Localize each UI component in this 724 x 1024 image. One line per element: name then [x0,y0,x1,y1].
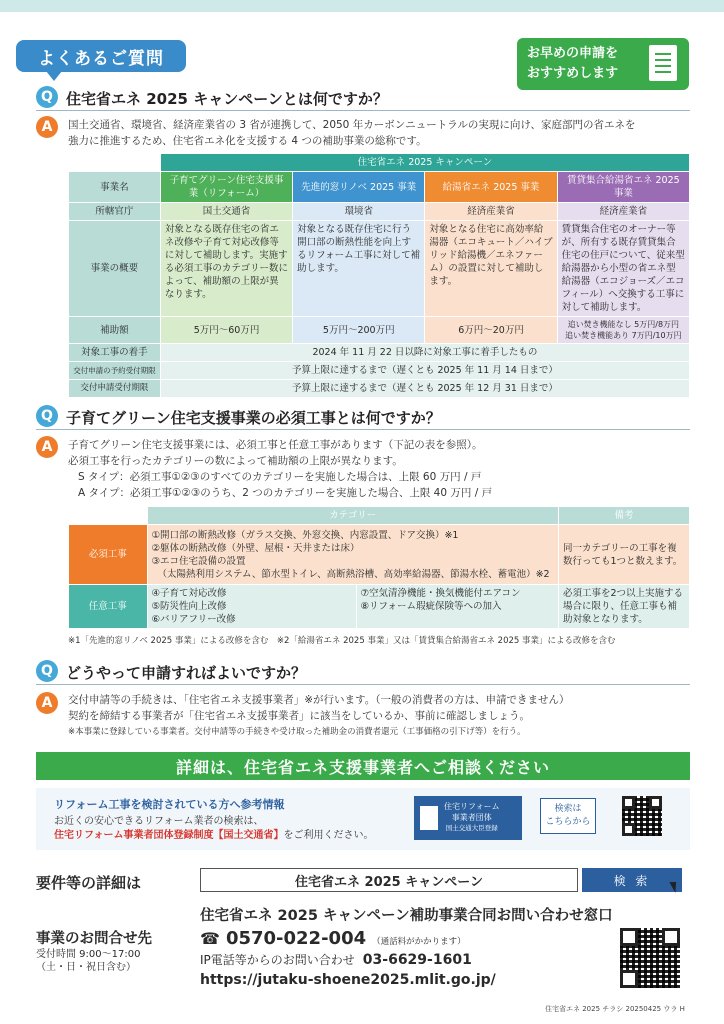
s-type: S タイプ：必須工事①②③のすべてのカテゴリーを実施した場合は、上限 60 万円 / 戸 [78,471,482,483]
q3-answer-line2: 契約を締結する事業者が「住宅省エネ支援事業者」に該当をしているか、事前に確認しましょう。 [68,710,530,722]
details-label: 要件等の詳細は [36,874,142,892]
top-bar [0,0,724,12]
optional-item: ⑥バリアフリー改修 [151,614,236,625]
required-item: ①開口部の断熱改修（ガラス交換、外窓交換、内窓設置、ドア交換）※1 [151,529,459,541]
reform-title: リフォーム工事を検討されている方へ参考情報 [54,798,285,811]
apply-early-badge [517,38,689,90]
row-label: 対象工事の着手 [69,344,161,362]
q1-answer-line1: 国土交通省、環境省、経済産業省の 3 省が連携して、2050 年カーボンニュートラルの実現に向け、家庭部門の省エネを [68,119,636,131]
search-here-line1: 検索は [554,804,582,814]
inquiry-label: 事業のお問合せ先 [36,931,152,947]
hours-line1: 受付時間 9:00〜17:00 [36,949,141,960]
program-name: 給湯省エネ 2025 事業 [425,172,557,203]
optional-item: ⑤防災性向上改修 [151,601,227,612]
search-here-line2: こちらから [545,817,591,827]
flyer-code: 住宅省エネ 2025 チラシ 20250425 ウラ H [545,1005,685,1013]
ip-phone[interactable]: 03-6629-1601 [362,952,472,968]
category-header: カテゴリー [147,507,559,525]
contact-title: 住宅省エネ 2025 キャンペーン補助事業合同お問い合わせ窓口 [200,908,613,924]
required-item: （太陽熱利用システム、節水型トイレ、高断熱浴槽、高効率給湯器、節湯水栓、蓄電池）※2 [157,568,550,580]
amount-line2: 追い焚き機能あり 7万円/10万円 [565,331,682,340]
apply-line1: お早めの申請を [527,46,619,61]
optional-item: ⑦空気清浄機能・換気機能付エアコン [360,588,521,599]
reserve-deadline: 予算上限に達するまで（遅くとも 2025 年 11 月 14 日まで） [160,362,689,380]
ministry: 経済産業省 [557,203,689,221]
ip-label: IP電話等からのお問い合わせ [200,953,355,967]
reform-line1: お近くの安心できるリフォーム業者の検索は、 [54,816,264,827]
house-icon [420,806,438,830]
amount: 5万円〜60万円 [160,317,292,344]
a-type: A タイプ：必須工事①②③のうち、2 つのカテゴリーを実施した場合、上限 40 万円 / 戸 [78,487,493,499]
q2-a-icon: A [36,436,58,458]
qr-corner [620,928,638,946]
required-item: ②躯体の断熱改修（外壁、屋根・天井または床） [151,542,360,554]
campaign-search-input[interactable]: 住宅省エネ 2025 キャンペーン [200,868,578,892]
phone-number[interactable]: 0570-022-004 [225,928,367,949]
q1-a-icon: A [36,116,58,138]
required-note: 同一カテゴリーの工事を複数行っても1つと数えます。 [559,525,690,585]
program-name: 賃貸集合給湯省エネ 2025 事業 [557,172,689,203]
qr-code-icon[interactable] [622,796,662,836]
program-summary: 対象となる既存住宅に行う開口部の断熱性能を向上するリフォーム工事に対して補助します。 [293,221,425,317]
amount-line1: 追い焚き機能なし 5万円/8万円 [567,320,680,329]
faq-title: よくあるご質問 [16,40,186,72]
search-here-button[interactable] [540,798,596,834]
q3-answer-note: ※本事業に登録している事業者。交付申請等の手続きや受け取った補助金の消費者還元（工事価格の引下げ等）を行う。 [68,727,526,737]
footnote: ※1「先進的窓リノベ 2025 事業」による改修を含む ※2「給湯省エネ 2025 事業」又は「賃貸集合給湯省エネ 2025 事業」による改修を含む [68,636,616,646]
q3-question: どうやって申請すればよいですか？ [66,664,307,682]
row-label: 交付申請の予約受付期限 [69,362,161,380]
optional-item: ④子育て対応改修 [151,588,227,599]
start-condition: 2024 年 11 月 22 日以降に対象工事に着手したもの [160,344,689,362]
campaign-url[interactable]: https://jutaku-shoene2025.mlit.go.jp/ [200,972,496,988]
qr-corner [662,928,680,946]
program-summary: 対象となる既存住宅の省エネ改修や子育て対応改修等に対して補助します。実施する必須工事のカテゴリー数によって、補助額の上限が異なります。 [160,221,292,317]
q2-question: 子育てグリーン住宅支援事業の必須工事とは何ですか？ [66,409,441,427]
optional-label: 任意工事 [69,585,148,629]
q3-answer-line1: 交付申請等の手続きは、「住宅省エネ支援事業者」※が行います。（一般の消費者の方は、申請できません） [68,694,570,706]
q1-q-icon: Q [36,86,58,108]
row-label: 補助額 [69,317,161,344]
row-label: 事業名 [69,172,161,203]
phone-icon: ☎ [200,929,220,948]
note-header: 備考 [559,507,690,525]
q1-answer-line2: 強力に推進するため、住宅省エネ化を支援する 4 つの補助事業の総称です。 [68,135,427,147]
logo-line3: 国土交通大臣登録 [445,824,498,832]
q3-a-icon: A [36,692,58,714]
qr-code-icon[interactable] [620,928,680,988]
logo-line2: 事業者団体 [451,813,492,822]
divider [36,110,690,111]
phone-note: （通話料がかかります） [372,937,466,947]
consult-banner: 詳細は、住宅省エネ支援事業者へご相談ください [36,752,690,780]
program-name: 先進的窓リノベ 2025 事業 [293,172,425,203]
divider [36,429,690,430]
amount: 5万円〜200万円 [293,317,425,344]
divider [36,684,690,685]
hours-line2: （土・日・祝日含む） [36,962,136,973]
document-icon [649,45,677,81]
qr-corner [620,970,638,988]
works-table [68,506,690,629]
q3-q-icon: Q [36,660,58,682]
campaign-header: 住宅省エネ 2025 キャンペーン [160,154,689,172]
apply-line2: おすすめします [527,66,619,81]
optional-note: 必須工事を2つ以上実施する場合に限り、任意工事も補助対象となります。 [559,585,690,629]
reform-registry-logo [414,796,522,840]
amount: 6万円〜20万円 [425,317,557,344]
program-summary: 賃貸集合住宅のオーナー等が、所有する既存賃貸集合住宅の住戸について、従来型給湯器から小型の省エネ型給湯器（エコジョーズ／エコフィール）へ交換する工事に対して補助します。 [557,221,689,317]
reform-line2: をご利用ください。 [283,830,374,841]
row-label: 交付申請受付期限 [69,380,161,398]
reform-info-box [36,788,690,850]
qr-corner [649,796,662,809]
search-button[interactable]: 検 索 [582,868,682,892]
ministry: 環境省 [293,203,425,221]
row-label: 事業の概要 [69,221,161,317]
program-name: 子育てグリーン住宅支援事業（リフォーム） [160,172,292,203]
required-item: ③エコ住宅設備の設置 [151,555,246,567]
q2-answer-line1: 子育てグリーン住宅支援事業には、必須工事と任意工事があります（下記の表を参照）。 [68,439,483,451]
campaign-table [68,153,690,398]
optional-item: ⑧リフォーム瑕疵保険等への加入 [360,601,502,612]
required-label: 必須工事 [69,525,148,585]
q2-answer-line2: 必須工事を行ったカテゴリーの数によって補助額の上限が異なります。 [68,455,403,467]
ministry: 国土交通省 [160,203,292,221]
apply-deadline: 予算上限に達するまで（遅くとも 2025 年 12 月 31 日まで） [160,380,689,398]
logo-line1: 住宅リフォーム [444,802,500,811]
ministry: 経済産業省 [425,203,557,221]
row-label: 所轄官庁 [69,203,161,221]
qr-corner [622,823,635,836]
program-summary: 対象となる住宅に高効率給湯器（エコキュート／ハイブリッド給湯機／エネファーム）の設置に対して補助します。 [425,221,557,317]
qr-corner [622,796,635,809]
reform-link[interactable]: 住宅リフォーム事業者団体登録制度【国土交通省】 [54,830,284,841]
q1-question: 住宅省エネ 2025 キャンペーンとは何ですか？ [66,90,388,108]
q2-q-icon: Q [36,405,58,427]
